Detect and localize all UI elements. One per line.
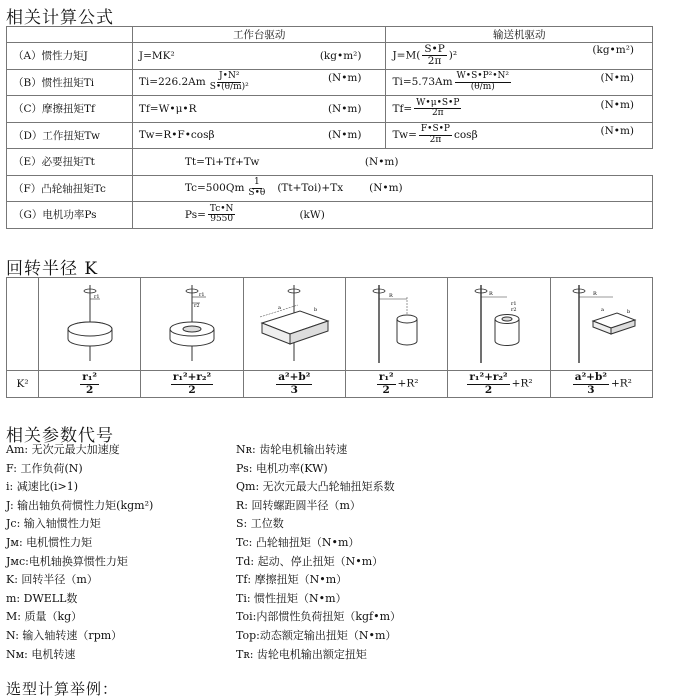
- list-item: Tf: 摩擦扭矩（N•m）: [236, 573, 348, 587]
- formula-table: [6, 26, 653, 229]
- row-label: （C）摩擦扭矩Tf: [7, 96, 133, 123]
- formula-cell: Tt=Ti+Tf+Tw (N•m): [132, 149, 652, 176]
- list-item: Jc: 输入轴惯性力矩: [6, 517, 101, 531]
- k2-value: $\frac{\text{r₁²}}{2}$: [39, 371, 141, 398]
- params-left-list: [6, 441, 153, 664]
- formula-row-e: [7, 149, 653, 176]
- row-label: （E）必要扭矩Tt: [7, 149, 133, 176]
- svg-text:r2: r2: [193, 302, 200, 309]
- list-item: J: 输出轴负荷惯性力矩(kgm²): [6, 498, 154, 512]
- radius-value-row: [7, 371, 653, 398]
- formula-cell: Tw=R•F•cosβ (N•m): [132, 122, 386, 149]
- row-label: （B）惯性扭矩Ti: [7, 69, 133, 96]
- formula-cell: Ti=5.73Am $\frac{\text{W•S•P²•N²}}{(\theta/m)}$ (N•m): [386, 69, 653, 96]
- list-item: Nм: 电机转速: [6, 647, 76, 661]
- svg-text:r1: r1: [198, 291, 205, 298]
- svg-text:b: b: [627, 308, 631, 315]
- svg-text:R: R: [488, 290, 493, 297]
- formula-row-c: [7, 96, 653, 123]
- formula-cell: J=MK² (kg•m²): [132, 43, 386, 70]
- blank-cell: [7, 278, 39, 371]
- header-conveyor: 输送机驱动: [386, 27, 653, 43]
- svg-text:a: a: [601, 306, 605, 313]
- row-label: （F）凸轮轴扭矩Tc: [7, 175, 133, 202]
- k2-label: K²: [7, 371, 39, 398]
- row-label: （A）惯性力矩J: [7, 43, 133, 70]
- row-label: （G）电机功率Ps: [7, 202, 133, 229]
- solid-disk-diagram: [39, 278, 141, 371]
- formula-cell: Ps= $\frac{Tc•N}{9550}$ (kW): [132, 202, 652, 229]
- heading-example: 选型计算举例：: [6, 680, 119, 698]
- radius-table: [6, 277, 653, 398]
- formula-row-b: [7, 69, 653, 96]
- list-item: m: DWELL数: [6, 591, 78, 605]
- list-item: Ps: 电机功率(KW): [236, 461, 328, 475]
- svg-text:a: a: [278, 304, 282, 311]
- heading-radius: 回转半径 K: [6, 259, 99, 279]
- row-label: （D）工作扭矩Tw: [7, 122, 133, 149]
- list-item: F: 工作负荷(N): [6, 461, 83, 475]
- k2-value: $\frac{\text{r₁²}}{2}$ +R²: [345, 371, 447, 398]
- formula-cell: Tc=500Qm $\frac{1}{S•\theta}$ (Tt+Toi)+Tx (N•m): [132, 175, 652, 202]
- list-item: Jм: 电机惯性力矩: [6, 535, 93, 549]
- list-item: Toi:内部惯性负荷扭矩（kgf•m）: [236, 610, 402, 624]
- offset-ring-diagram: [448, 278, 550, 371]
- params-right-list: [236, 441, 401, 664]
- list-item: Td: 起动、停止扭矩（N•m）: [236, 554, 384, 568]
- list-item: R: 回转螺距圆半径（m）: [236, 498, 361, 512]
- formula-cell: Ti=226.2Am $\frac{\text{J•N²}}{\text{S•(θ/m)²}}$ (N•m): [132, 69, 386, 96]
- list-item: Top:动态额定输出扭矩（N•m）: [236, 628, 397, 642]
- formula-row-d: [7, 122, 653, 149]
- svg-text:R: R: [388, 292, 393, 299]
- list-item: Tc: 凸轮轴扭矩（N•m）: [236, 535, 360, 549]
- k2-value: $\frac{\text{r₁²+r₂²}}{2}$: [141, 371, 243, 398]
- k2-value: $\frac{\text{a²+b²}}{3}$ +R²: [550, 371, 652, 398]
- radius-diagram-row: [7, 278, 653, 371]
- list-item: N: 输入轴转速（rpm）: [6, 628, 123, 642]
- header-blank: [7, 27, 133, 43]
- formula-cell: Tf= $\frac{W•\mu•S•P}{2\pi}$ (N•m): [386, 96, 653, 123]
- hollow-ring-diagram: [141, 278, 243, 371]
- svg-text:b: b: [314, 306, 318, 313]
- list-item: M: 质量（kg）: [6, 610, 83, 624]
- formula-row-g: [7, 202, 653, 229]
- formula-cell: Tw= $\frac{F•S•P}{2\pi}$ cosβ (N•m): [386, 122, 653, 149]
- svg-text:r2: r2: [510, 306, 517, 313]
- list-item: S: 工位数: [236, 517, 284, 531]
- header-worktable: 工作台驱动: [132, 27, 386, 43]
- formula-cell: Tf=W•μ•R (N•m): [132, 96, 386, 123]
- svg-text:r1: r1: [93, 293, 100, 300]
- rect-block-diagram: [243, 278, 345, 371]
- heading-formulas: 相关计算公式: [6, 8, 114, 28]
- offset-cylinder-diagram: [345, 278, 447, 371]
- formula-cell: J=M( $\frac{S•P}{2\pi}$ )² (kg•m²): [386, 43, 653, 70]
- list-item: Am: 无次元最大加速度: [6, 443, 120, 456]
- list-item: Tʀ: 齿轮电机输出额定扭矩: [236, 647, 367, 661]
- list-item: Ti: 惯性扭矩（N•m）: [236, 591, 347, 605]
- heading-params: 相关参数代号: [6, 426, 114, 446]
- list-item: Jмc:电机轴换算惯性力矩: [6, 554, 128, 568]
- svg-text:R: R: [593, 290, 598, 297]
- k2-value: $\frac{\text{a²+b²}}{3}$: [243, 371, 345, 398]
- k2-value: $\frac{\text{r₁²+r₂²}}{2}$ +R²: [448, 371, 550, 398]
- svg-text:r1: r1: [510, 300, 517, 307]
- offset-block-diagram: [550, 278, 652, 371]
- list-item: K: 回转半径（m）: [6, 573, 98, 587]
- list-item: Nʀ: 齿轮电机输出转速: [236, 443, 348, 456]
- formula-row-a: [7, 43, 653, 70]
- formula-header-row: [7, 27, 653, 43]
- list-item: i: 减速比(i>1): [6, 480, 79, 494]
- list-item: Qm: 无次元最大凸轮轴扭矩系数: [236, 480, 395, 494]
- formula-row-f: [7, 175, 653, 202]
